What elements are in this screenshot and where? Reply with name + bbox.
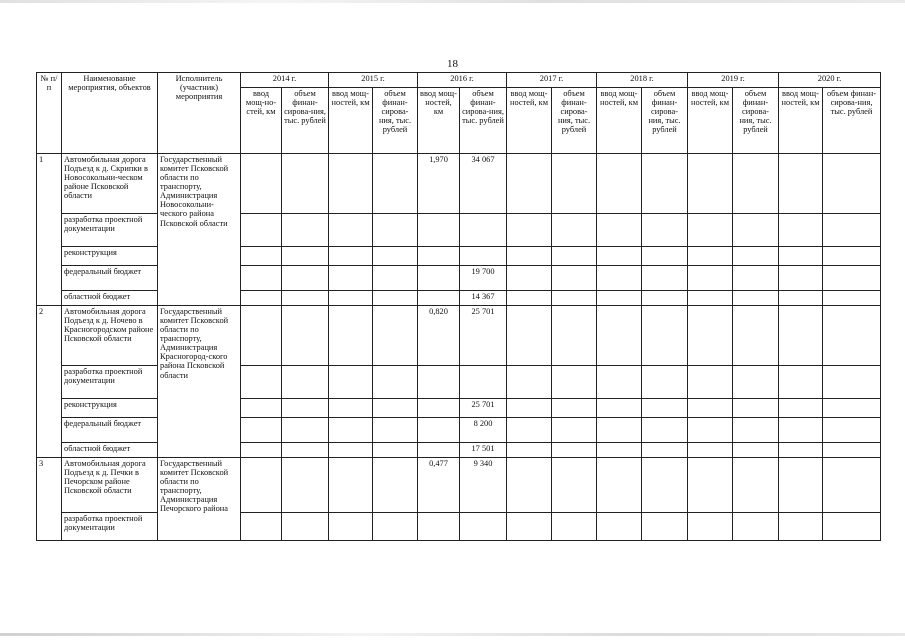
- value-cell-empty: [688, 458, 733, 513]
- value-cell-empty: [329, 513, 373, 541]
- sub-header-km-2018: ввод мощ-ностей, км: [597, 88, 642, 154]
- value-cell-empty: [688, 418, 733, 443]
- value-cell-empty: [241, 366, 282, 399]
- value-cell-empty: [241, 154, 282, 214]
- value-cell-empty: [282, 399, 329, 418]
- value-cell-empty: [282, 247, 329, 266]
- value-cell-empty: [733, 458, 779, 513]
- page-number: 18: [447, 58, 458, 70]
- executor: Государственный комитет Псковской области по транспорту, Администрация Печорского района: [158, 458, 241, 541]
- subitem-name: разработка проектной документации: [62, 214, 158, 247]
- value-cell-empty: [552, 443, 597, 458]
- value-cell-empty: [329, 266, 373, 291]
- value-cell-empty: [642, 266, 688, 291]
- value-cell-empty: [241, 399, 282, 418]
- value-cell-empty: [688, 443, 733, 458]
- value-cell-empty: [552, 291, 597, 306]
- value-cell-empty: [823, 458, 881, 513]
- program-table: [36, 72, 881, 541]
- value-cell-empty: [329, 366, 373, 399]
- value-cell-empty: [329, 154, 373, 214]
- subitem-name: реконструкция: [62, 247, 158, 266]
- value-cell-empty: [642, 366, 688, 399]
- value-cell-empty: [373, 443, 418, 458]
- value-cell-empty: [733, 291, 779, 306]
- value-cell-empty: [241, 513, 282, 541]
- year-header-2018: 2018 г.: [597, 73, 688, 88]
- value-cell-empty: [282, 291, 329, 306]
- value-cell-empty: [373, 306, 418, 366]
- value-km-2016: [418, 214, 460, 247]
- value-cell-empty: [552, 247, 597, 266]
- value-cell-empty: [779, 247, 823, 266]
- value-cell-empty: [552, 418, 597, 443]
- value-cell-empty: [373, 513, 418, 541]
- value-cell-empty: [823, 266, 881, 291]
- value-cell-empty: [507, 458, 552, 513]
- value-cell-empty: [642, 458, 688, 513]
- value-cell-empty: [688, 214, 733, 247]
- value-cell-empty: [779, 366, 823, 399]
- value-fin-2016: 17 501: [460, 443, 507, 458]
- value-cell-empty: [823, 399, 881, 418]
- value-cell-empty: [597, 154, 642, 214]
- value-cell-empty: [779, 443, 823, 458]
- value-cell-empty: [733, 306, 779, 366]
- value-cell-empty: [507, 306, 552, 366]
- value-cell-empty: [823, 306, 881, 366]
- value-cell-empty: [823, 513, 881, 541]
- subitem-name: областной бюджет: [62, 291, 158, 306]
- value-cell-empty: [552, 306, 597, 366]
- value-cell-empty: [733, 418, 779, 443]
- value-cell-empty: [733, 247, 779, 266]
- value-cell-empty: [733, 366, 779, 399]
- value-cell-empty: [552, 399, 597, 418]
- value-km-2016: [418, 291, 460, 306]
- value-cell-empty: [642, 443, 688, 458]
- value-cell-empty: [282, 214, 329, 247]
- header-row-years: [37, 73, 881, 88]
- value-cell-empty: [507, 418, 552, 443]
- value-cell-empty: [823, 291, 881, 306]
- value-km-2016: [418, 266, 460, 291]
- value-cell-empty: [373, 154, 418, 214]
- sub-header-km-2016: ввод мощ-ностей, км: [418, 88, 460, 154]
- value-cell-empty: [642, 399, 688, 418]
- value-fin-2016: 19 700: [460, 266, 507, 291]
- year-header-2017: 2017 г.: [507, 73, 597, 88]
- value-cell-empty: [373, 247, 418, 266]
- col-header-name: Наименование мероприятия, объектов: [62, 73, 158, 154]
- value-cell-empty: [733, 399, 779, 418]
- value-cell-empty: [597, 247, 642, 266]
- sub-header-fin-2016: объем финан-сирова-ния, тыс. рублей: [460, 88, 507, 154]
- value-fin-2016: 9 340: [460, 458, 507, 513]
- value-cell-empty: [688, 306, 733, 366]
- value-cell-empty: [597, 458, 642, 513]
- value-cell-empty: [373, 418, 418, 443]
- value-cell-empty: [688, 291, 733, 306]
- value-cell-empty: [329, 443, 373, 458]
- row-number: 1: [37, 154, 62, 306]
- value-cell-empty: [779, 458, 823, 513]
- value-cell-empty: [733, 266, 779, 291]
- value-cell-empty: [779, 214, 823, 247]
- sub-header-km-2020: ввод мощ-ностей, км: [779, 88, 823, 154]
- value-km-2016: [418, 399, 460, 418]
- value-cell-empty: [241, 266, 282, 291]
- value-fin-2016: [460, 247, 507, 266]
- value-cell-empty: [597, 513, 642, 541]
- sub-header-fin-2019: объем финан-сирова-ния, тыс. рублей: [733, 88, 779, 154]
- table-row-object: [37, 306, 881, 366]
- scan-edge-bottom: [0, 633, 905, 636]
- value-km-2016: [418, 443, 460, 458]
- table-body: [37, 154, 881, 541]
- value-cell-empty: [329, 306, 373, 366]
- subitem-name: федеральный бюджет: [62, 266, 158, 291]
- sub-header-fin-2015: объем финан-сирова-ния, тыс. рублей: [373, 88, 418, 154]
- value-cell-empty: [282, 366, 329, 399]
- object-name: Автомобильная дорога Подъезд к д. Скрипки в Новосокольни-ческом районе Псковской области: [62, 154, 158, 214]
- value-cell-empty: [779, 513, 823, 541]
- value-fin-2016: 34 067: [460, 154, 507, 214]
- value-cell-empty: [688, 513, 733, 541]
- value-cell-empty: [507, 291, 552, 306]
- sub-header-km-2014: ввод мощ-но-стей, км: [241, 88, 282, 154]
- table-row-object: [37, 154, 881, 214]
- value-km-2016: 1,970: [418, 154, 460, 214]
- value-cell-empty: [507, 513, 552, 541]
- value-cell-empty: [373, 458, 418, 513]
- value-cell-empty: [507, 399, 552, 418]
- value-fin-2016: [460, 513, 507, 541]
- value-cell-empty: [329, 458, 373, 513]
- value-cell-empty: [507, 247, 552, 266]
- value-km-2016: [418, 418, 460, 443]
- subitem-name: разработка проектной документации: [62, 513, 158, 541]
- value-cell-empty: [733, 154, 779, 214]
- value-cell-empty: [733, 513, 779, 541]
- year-header-2015: 2015 г.: [329, 73, 418, 88]
- value-cell-empty: [329, 214, 373, 247]
- value-cell-empty: [282, 443, 329, 458]
- sub-header-fin-2017: объем финан-сирова-ния, тыс. рублей: [552, 88, 597, 154]
- row-number: 2: [37, 306, 62, 458]
- value-cell-empty: [552, 513, 597, 541]
- value-cell-empty: [329, 418, 373, 443]
- value-cell-empty: [597, 291, 642, 306]
- value-cell-empty: [282, 266, 329, 291]
- table-row-object: [37, 458, 881, 513]
- value-cell-empty: [329, 291, 373, 306]
- value-cell-empty: [282, 306, 329, 366]
- subitem-name: разработка проектной документации: [62, 366, 158, 399]
- value-cell-empty: [552, 214, 597, 247]
- value-cell-empty: [823, 418, 881, 443]
- value-cell-empty: [282, 513, 329, 541]
- value-cell-empty: [329, 247, 373, 266]
- value-cell-empty: [823, 366, 881, 399]
- value-cell-empty: [642, 247, 688, 266]
- value-cell-empty: [507, 443, 552, 458]
- value-km-2016: [418, 366, 460, 399]
- value-cell-empty: [688, 247, 733, 266]
- value-cell-empty: [779, 154, 823, 214]
- value-cell-empty: [597, 266, 642, 291]
- value-cell-empty: [373, 214, 418, 247]
- value-cell-empty: [779, 266, 823, 291]
- value-cell-empty: [823, 214, 881, 247]
- scan-edge-top: [0, 0, 905, 3]
- value-fin-2016: 25 701: [460, 399, 507, 418]
- subitem-name: реконструкция: [62, 399, 158, 418]
- executor: Государственный комитет Псковской области по транспорту, Администрация Красногород-ского района Псковской области: [158, 306, 241, 458]
- value-fin-2016: 14 367: [460, 291, 507, 306]
- value-cell-empty: [642, 306, 688, 366]
- year-header-2020: 2020 г.: [779, 73, 881, 88]
- value-cell-empty: [597, 443, 642, 458]
- value-cell-empty: [597, 418, 642, 443]
- value-km-2016: [418, 513, 460, 541]
- value-cell-empty: [779, 399, 823, 418]
- value-cell-empty: [282, 458, 329, 513]
- value-cell-empty: [241, 458, 282, 513]
- sub-header-km-2015: ввод мощ-ностей, км: [329, 88, 373, 154]
- value-cell-empty: [642, 513, 688, 541]
- value-cell-empty: [642, 418, 688, 443]
- value-km-2016: [418, 247, 460, 266]
- subitem-name: федеральный бюджет: [62, 418, 158, 443]
- value-cell-empty: [373, 266, 418, 291]
- value-cell-empty: [779, 291, 823, 306]
- value-cell-empty: [241, 214, 282, 247]
- value-cell-empty: [779, 418, 823, 443]
- value-cell-empty: [241, 418, 282, 443]
- value-cell-empty: [688, 266, 733, 291]
- value-fin-2016: [460, 214, 507, 247]
- value-cell-empty: [552, 154, 597, 214]
- value-cell-empty: [597, 366, 642, 399]
- value-cell-empty: [329, 399, 373, 418]
- value-cell-empty: [688, 366, 733, 399]
- value-cell-empty: [552, 266, 597, 291]
- value-cell-empty: [597, 306, 642, 366]
- value-cell-empty: [552, 366, 597, 399]
- value-cell-empty: [282, 418, 329, 443]
- value-cell-empty: [642, 214, 688, 247]
- value-fin-2016: 25 701: [460, 306, 507, 366]
- object-name: Автомобильная дорога Подъезд к д. Ночево в Красногородском районе Псковской области: [62, 306, 158, 366]
- value-cell-empty: [507, 366, 552, 399]
- value-cell-empty: [373, 366, 418, 399]
- value-fin-2016: [460, 366, 507, 399]
- value-cell-empty: [241, 306, 282, 366]
- value-cell-empty: [642, 291, 688, 306]
- year-header-2016: 2016 г.: [418, 73, 507, 88]
- value-km-2016: 0,820: [418, 306, 460, 366]
- value-cell-empty: [597, 214, 642, 247]
- value-cell-empty: [507, 154, 552, 214]
- value-cell-empty: [642, 154, 688, 214]
- value-cell-empty: [552, 458, 597, 513]
- value-cell-empty: [823, 247, 881, 266]
- value-cell-empty: [823, 154, 881, 214]
- object-name: Автомобильная дорога Подъезд к д. Печки в Печорском районе Псковской области: [62, 458, 158, 513]
- year-header-2014: 2014 г.: [241, 73, 329, 88]
- col-header-executor: Исполнитель (участник) мероприятия: [158, 73, 241, 154]
- sub-header-fin-2018: объем финан-сирова-ния, тыс. рублей: [642, 88, 688, 154]
- value-cell-empty: [779, 306, 823, 366]
- value-cell-empty: [688, 399, 733, 418]
- sub-header-km-2017: ввод мощ-ностей, км: [507, 88, 552, 154]
- value-cell-empty: [733, 443, 779, 458]
- value-cell-empty: [241, 291, 282, 306]
- value-km-2016: 0,477: [418, 458, 460, 513]
- sub-header-fin-2020: объем финан-сирова-ния, тыс. рублей: [823, 88, 881, 154]
- row-number: 3: [37, 458, 62, 541]
- year-header-2019: 2019 г.: [688, 73, 779, 88]
- col-header-num: № п/п: [37, 73, 62, 154]
- sub-header-fin-2014: объем финан-сирова-ния, тыс. рублей: [282, 88, 329, 154]
- value-cell-empty: [507, 266, 552, 291]
- value-cell-empty: [597, 399, 642, 418]
- value-cell-empty: [688, 154, 733, 214]
- executor: Государственный комитет Псковской области по транспорту, Администрация Новосокольни-ческого района Псковской области: [158, 154, 241, 306]
- value-cell-empty: [507, 214, 552, 247]
- value-cell-empty: [823, 443, 881, 458]
- value-fin-2016: 8 200: [460, 418, 507, 443]
- subitem-name: областной бюджет: [62, 443, 158, 458]
- value-cell-empty: [373, 399, 418, 418]
- value-cell-empty: [733, 214, 779, 247]
- value-cell-empty: [373, 291, 418, 306]
- value-cell-empty: [282, 154, 329, 214]
- value-cell-empty: [241, 443, 282, 458]
- sub-header-km-2019: ввод мощ-ностей, км: [688, 88, 733, 154]
- value-cell-empty: [241, 247, 282, 266]
